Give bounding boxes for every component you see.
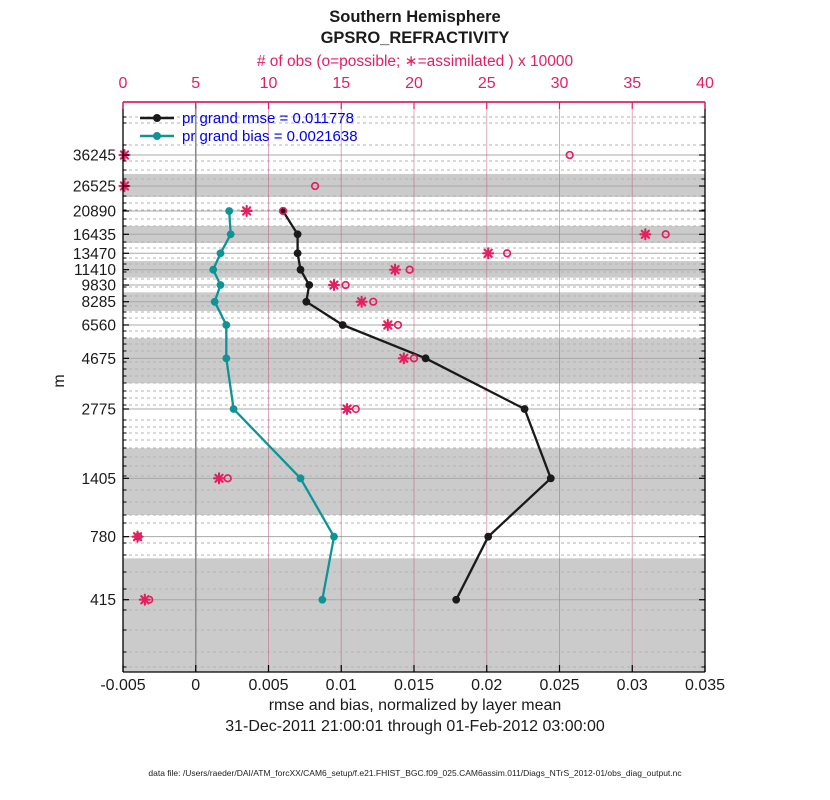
bottom-tick-label: -0.005 <box>100 677 146 694</box>
assimilated-star-icon <box>383 320 393 330</box>
assimilated-star-icon <box>399 353 409 363</box>
y-axis-label: m <box>51 374 68 388</box>
bias-point <box>209 266 217 274</box>
level-tick-label: 13470 <box>72 245 116 263</box>
bias-line-swatch-icon <box>139 128 175 144</box>
level-tick-label: 36245 <box>72 147 116 165</box>
bottom-tick-label: 0.035 <box>684 677 726 694</box>
assimilated-star-icon <box>214 473 224 483</box>
level-tick-label: 9830 <box>81 277 116 295</box>
top-tick-label: 35 <box>623 75 642 92</box>
top-tick-label: 25 <box>477 75 496 92</box>
page-subtitle: GPSRO_REFRACTIVITY <box>320 29 510 47</box>
rmse-point <box>521 405 529 413</box>
legend-row-rmse <box>139 110 358 126</box>
assimilated-star-icon <box>483 248 493 258</box>
bias-point <box>225 207 233 215</box>
rmse-point <box>305 281 313 289</box>
rmse-point <box>302 298 310 306</box>
bias-point <box>318 596 326 604</box>
rmse-point <box>422 354 430 362</box>
rmse-point <box>452 596 460 604</box>
datafile-path: data file: /Users/raeder/DAI/ATM_forcXX/CAM6_setup/f.e21.FHIST_BGC.f09_025.CAM6assim.011/Diags_NTrS_2012-01/obs_diag_output.nc <box>148 768 682 778</box>
level-tick-label: 16435 <box>72 226 116 244</box>
legend <box>139 110 358 144</box>
bias-point <box>330 533 338 541</box>
bottom-tick-label: 0.01 <box>325 677 357 694</box>
level-tick-label: 4675 <box>81 350 116 368</box>
bottom-tick-label: 0.03 <box>616 677 648 694</box>
bottom-tick-label: 0.02 <box>471 677 503 694</box>
level-tick-label: 2775 <box>81 401 116 419</box>
bias-point <box>230 405 238 413</box>
rmse-point <box>294 249 302 257</box>
level-tick-label: 780 <box>90 529 116 547</box>
top-tick-label: 5 <box>191 75 201 92</box>
level-tick-label: 8285 <box>81 294 116 312</box>
level-tick-label: 11410 <box>74 262 116 280</box>
top-tick-label: 10 <box>259 75 278 92</box>
top-axis-label: # of obs (o=possible; ∗=assimilated ) x 10000 <box>256 53 574 70</box>
bias-point <box>217 281 225 289</box>
rmse-point <box>484 533 492 541</box>
assimilated-star-icon <box>390 265 400 275</box>
rmse-point <box>294 230 302 238</box>
top-tick-label: 40 <box>696 75 714 92</box>
bottom-tick-label: 0.005 <box>248 677 289 694</box>
top-tick-label: 0 <box>118 75 128 92</box>
bottom-tick-label: 0.025 <box>539 677 580 694</box>
bias-point <box>297 474 305 482</box>
level-tick-label: 6560 <box>81 317 116 335</box>
top-tick-label: 20 <box>405 75 423 92</box>
bias-point <box>222 321 230 329</box>
assimilated-star-icon <box>329 280 339 290</box>
legend-label-rmse: pr grand rmse = 0.011778 <box>182 109 354 127</box>
bias-point <box>222 354 230 362</box>
x-axis-label: rmse and bias, normalized by layer mean <box>268 697 562 714</box>
assimilated-star-icon <box>640 229 650 239</box>
top-tick-label: 30 <box>550 75 569 92</box>
top-tick-label: 15 <box>332 75 351 92</box>
legend-label-bias: pr grand bias = 0.0021638 <box>182 127 358 145</box>
bias-point <box>217 249 225 257</box>
date-range-label: 31-Dec-2011 21:00:01 through 01-Feb-2012 03:00:00 <box>225 718 605 735</box>
bias-point <box>211 298 219 306</box>
rmse-point <box>339 321 347 329</box>
bottom-tick-label: 0.015 <box>393 677 435 694</box>
rmse-point <box>547 474 555 482</box>
level-tick-label: 26525 <box>72 178 116 196</box>
assimilated-star-icon <box>342 404 352 414</box>
bottom-tick-label: 0 <box>191 677 201 694</box>
rmse-line-swatch-icon <box>139 110 175 126</box>
assimilated-star-icon <box>357 297 367 307</box>
level-tick-label: 20890 <box>72 203 116 221</box>
level-tick-label: 1405 <box>81 470 116 488</box>
rmse-point <box>297 266 305 274</box>
level-tick-label: 415 <box>90 592 116 610</box>
legend-row-bias <box>139 128 358 144</box>
bias-point <box>227 230 235 238</box>
assimilated-star-icon <box>242 206 252 216</box>
page-title: Southern Hemisphere <box>329 8 501 26</box>
